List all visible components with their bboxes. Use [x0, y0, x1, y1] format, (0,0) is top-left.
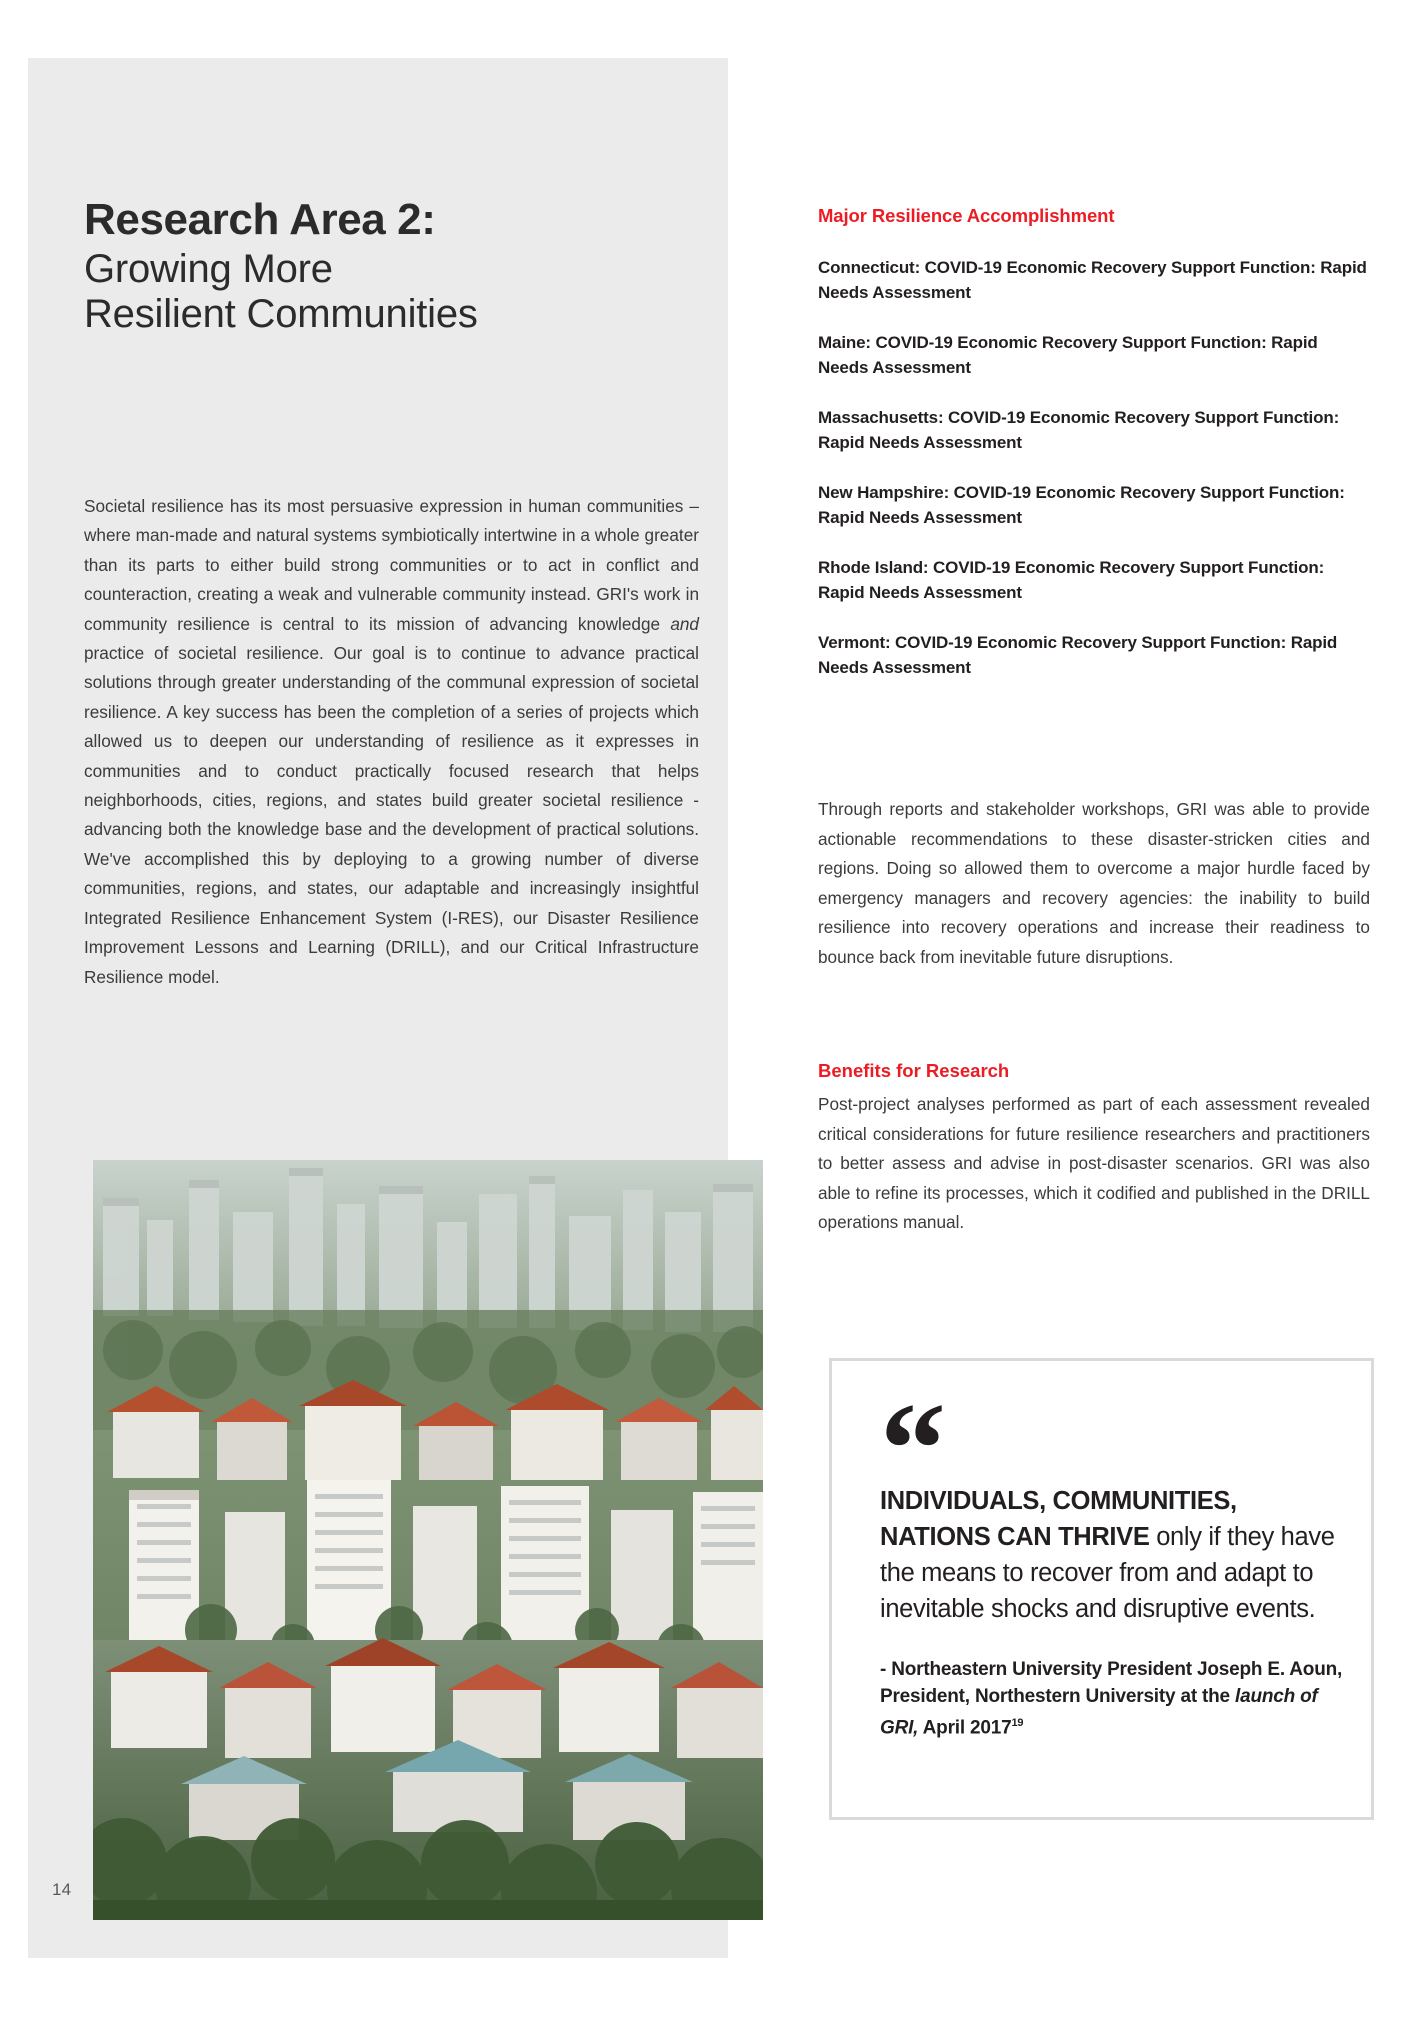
list-item: Massachusetts: COVID-19 Economic Recovery Support Function: Rapid Needs Assessment — [818, 408, 1340, 452]
right-column — [818, 205, 1368, 705]
pull-quote-attribution — [880, 1657, 1350, 1742]
pull-quote-lead: INDIVIDUALS, COMMUNITIES, NATIONS CAN THRIVE — [880, 1487, 1237, 1551]
accomplishment-list — [818, 255, 1368, 680]
pull-quote-rest: only if they have the means to recover from and adapt to inevitable shocks and disruptive events. — [880, 1523, 1335, 1623]
pull-quote-text — [880, 1483, 1340, 1627]
page-title-line-1: Research Area 2: — [84, 195, 436, 244]
accomplishment-heading: Major Resilience Accomplishment — [818, 205, 1115, 226]
pull-quote-box — [829, 1358, 1374, 1820]
page-title — [84, 195, 704, 336]
left-body-emphasis: and — [670, 613, 699, 634]
left-body-part-2: practice of societal resilience. Our goal is to continue to advance practical solutions through greater understanding of the communal expression of societal resilience. A key success has been the completion of a series of projects which allowed us to deepen our understanding of resilience as it expresses in communities and to conduct practically focused research that helps neighborhoods, cities, regions, and states build greater societal resilience - advancing both the knowledge base and the development of practical solutions. We've accomplished this by deploying to a growing number of diverse communities, regions, and states, our adaptable and increasingly insightful Integrated Resilience Enhancement System (I-RES), our Disaster Resilience Improvement Lessons and Learning (DRILL), and our Critical Infrastructure Resilience model. — [84, 643, 699, 987]
attribution-line-1: - Northeastern University President Joseph E. Aoun, President, Northestern University at the — [880, 1659, 1343, 1707]
list-item: Connecticut: COVID-19 Economic Recovery Support Function: Rapid Needs Assessment — [818, 258, 1367, 302]
page-title-line-2: Growing More — [84, 246, 333, 291]
benefits-for-research-heading: Benefits for Research — [818, 1060, 1010, 1081]
quotation-mark-icon: “ — [880, 1375, 942, 1522]
list-item: Maine: COVID-19 Economic Recovery Support Function: Rapid Needs Assessment — [818, 333, 1318, 377]
city-aerial-photo — [93, 1160, 763, 1920]
list-item: Rhode Island: COVID-19 Economic Recovery Support Function: Rapid Needs Assessment — [818, 558, 1325, 602]
page-number: 14 — [52, 1880, 72, 1899]
left-body-part-1: Societal resilience has its most persuasive expression in human communities – where man-made and natural systems symbiotically intertwine in a whole greater than its parts to either build strong communities or to act in conflict and counteraction, creating a weak and vulnerable community instead. GRI's work in community resilience is central to its mission of advancing knowledge — [84, 496, 699, 634]
footnote-marker: 19 — [1011, 1717, 1024, 1729]
left-column-body-text — [84, 492, 699, 992]
right-column-paragraph: Through reports and stakeholder workshops, GRI was able to provide actionable recommendations to these disaster-stricken cities and regions. Doing so allowed them to overcome a major hurdle faced by emergency managers and recovery agencies: the inability to build resilience into recovery operations and increase their readiness to bounce back from inevitable future disruptions. — [818, 799, 1370, 967]
attribution-italic: launch of GRI, — [880, 1685, 1318, 1739]
benefits-for-research-body: Post-project analyses performed as part of each assessment revealed critical considerations for future resilience researchers and practitioners to better assess and advise in post-disaster scenarios. GRI was also able to refine its processes, which it codified and published in the DRILL operations manual. — [818, 1094, 1370, 1232]
page-title-line-3: Resilient Communities — [84, 291, 478, 336]
list-item: Vermont: COVID-19 Economic Recovery Support Function: Rapid Needs Assessment — [818, 633, 1338, 677]
attribution-line-2: April 2017 — [918, 1717, 1012, 1739]
list-item: New Hampshire: COVID-19 Economic Recovery Support Function: Rapid Needs Assessment — [818, 483, 1345, 527]
